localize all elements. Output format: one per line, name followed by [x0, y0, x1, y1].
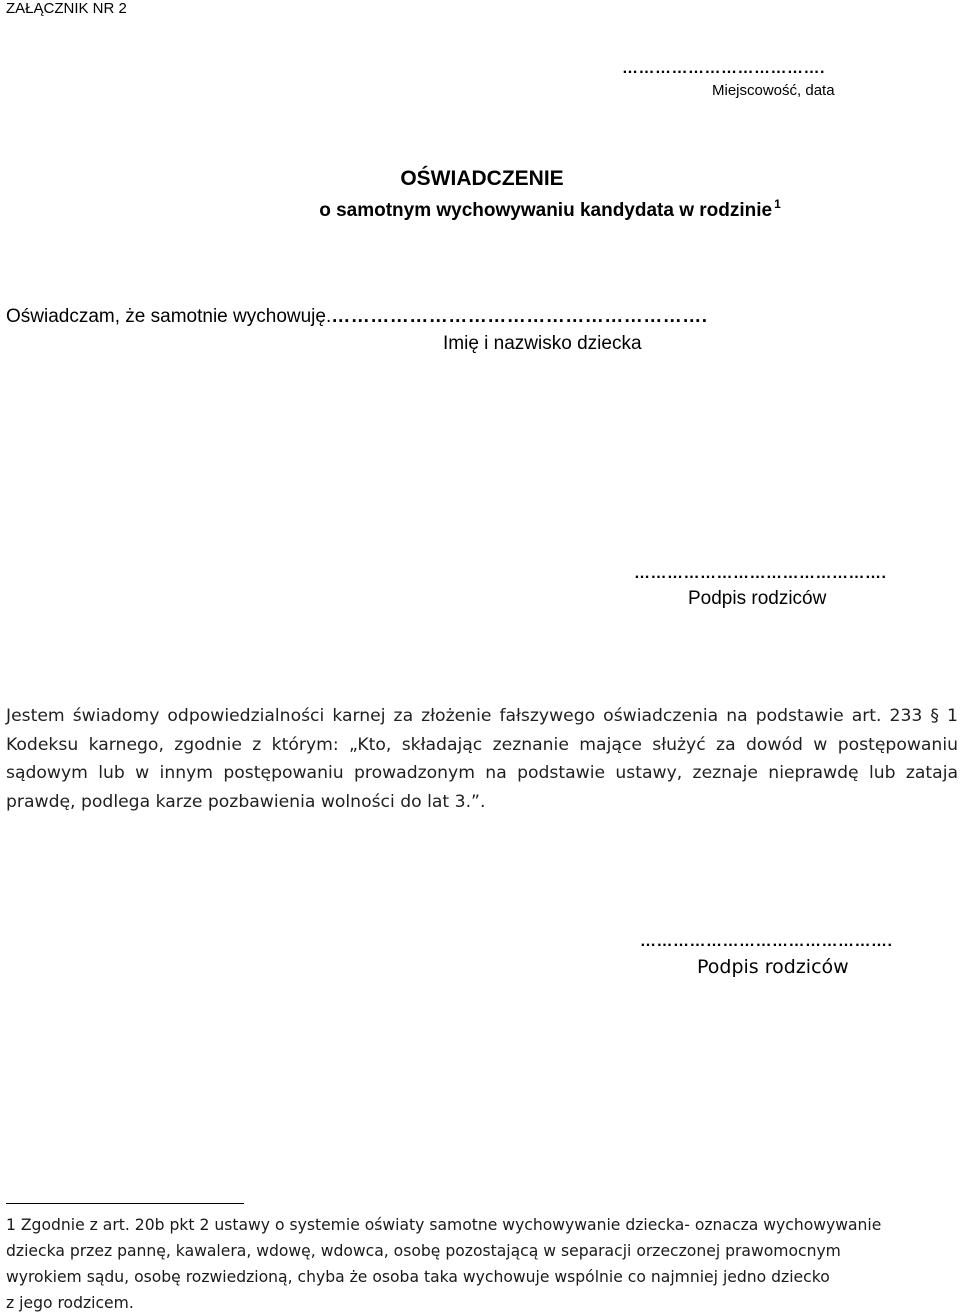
subtitle-text: o samotnym wychowywaniu kandydata w rodzinie [319, 200, 773, 221]
footnote [6, 1212, 956, 1316]
footnote-reference: 1 [774, 197, 781, 211]
footnote-line: 1 Zgodnie z art. 20b pkt 2 ustawy o systemie oświaty samotne wychowywanie dziecka- oznacza wychowywanie [6, 1216, 882, 1234]
document-subtitle [0, 197, 960, 222]
child-name-label: Imię i nazwisko dziecka [443, 333, 642, 354]
declaration-text: Oświadczam, że samotnie wychowuję. [6, 306, 332, 327]
footnote-separator [6, 1203, 244, 1204]
signature-placeholder-first: ………………………………………. [634, 565, 887, 582]
footnote-line: dziecka przez pannę, kawalera, wdowę, wdowca, osobę pozostającą w separacji orzeczonej prawomocnym [6, 1242, 841, 1260]
criminal-liability-statement: Jestem świadomy odpowiedzialności karnej za złożenie fałszywego oświadczenia na podstawie art. 233 § 1 Kodeksu karnego, zgodnie z którym: „Kto, składając zeznanie mające służyć za dowód w postępowaniu sądowym lub w innym postępowaniu prowadzonym na podstawie ustawy, zeznaje nieprawdę lub zataja prawdę, podlega karze pozbawienia wolności do lat 3.”. [6, 706, 958, 812]
declaration-line [6, 306, 708, 328]
place-date-placeholder: ………………………………. [622, 60, 825, 77]
footnote-line: z jego rodzicem. [6, 1294, 134, 1312]
signature-label-first: Podpis rodziców [688, 588, 827, 609]
place-date-label: Miejscowość, data [712, 82, 835, 99]
child-name-placeholder: …………………………………………………. [331, 306, 708, 327]
footnote-line: wyrokiem sądu, osobę rozwiedzioną, chyba że osoba taka wychowuje wspólnie co najmniej jedno dziecko [6, 1268, 830, 1286]
attachment-number: ZAŁĄCZNIK NR 2 [6, 0, 127, 17]
signature-placeholder-second: ………………………………………. [640, 933, 893, 950]
signature-label-second: Podpis rodziców [697, 956, 849, 978]
document-title: OŚWIADCZENIE [400, 167, 564, 190]
